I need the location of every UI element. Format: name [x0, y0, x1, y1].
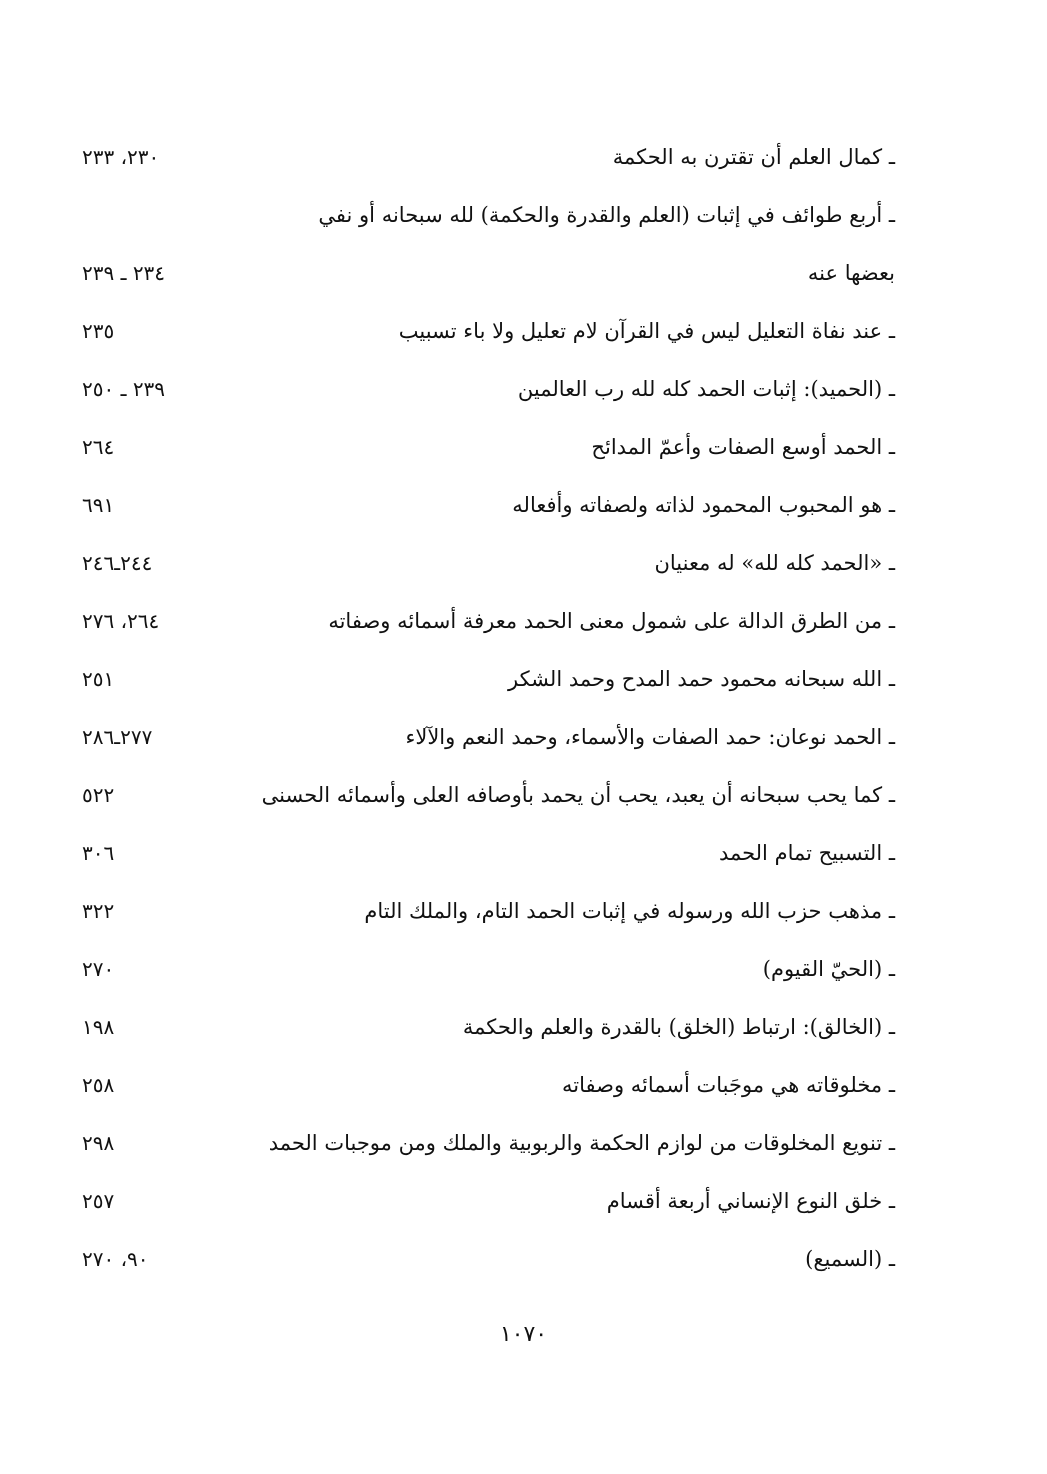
- index-entry: [60, 244, 895, 302]
- entry-pages: ٢٣٠، ٢٣٣: [82, 145, 160, 169]
- index-entry: [60, 186, 895, 244]
- entry-pages: ٢٥٧: [82, 1189, 115, 1213]
- entry-pages: ١٩٨: [82, 1015, 115, 1039]
- entry-pages: ٣٠٦: [82, 841, 115, 865]
- entry-pages: ٢٩٨: [82, 1131, 115, 1155]
- entry-pages: ٢٣٤ ـ ٢٣٩: [82, 261, 166, 285]
- entry-text: ـ الله سبحانه محمود حمد المدح وحمد الشكر: [508, 667, 895, 691]
- entry-text: ـ هو المحبوب المحمود لذاته ولصفاته وأفعاله: [512, 493, 895, 517]
- index-entry: [60, 128, 895, 186]
- entry-pages: ٢٧٧ـ٢٨٦: [82, 725, 153, 749]
- entry-pages: ٢٣٥: [82, 319, 115, 343]
- index-entry: [60, 476, 895, 534]
- index-entry: [60, 1230, 895, 1288]
- entry-text: ـ الحمد نوعان: حمد الصفات والأسماء، وحمد النعم والآلاء: [405, 725, 895, 749]
- entry-text: ـ «الحمد كله لله» له معنيان: [654, 551, 895, 575]
- index-entry: [60, 418, 895, 476]
- entry-text: ـ (الخالق): ارتباط (الخلق) بالقدرة والعلم والحكمة: [462, 1015, 895, 1039]
- index-entry: [60, 1056, 895, 1114]
- index-entry: [60, 302, 895, 360]
- index-entry: [60, 940, 895, 998]
- entry-pages: ٢٣٩ ـ ٢٥٠: [82, 377, 166, 401]
- index-entry: [60, 882, 895, 940]
- entry-pages: ٢٦٤، ٢٧٦: [82, 609, 160, 633]
- entry-text: ـ (السميع): [805, 1247, 895, 1271]
- index-entry: [60, 1172, 895, 1230]
- entry-pages: ٢٧٠: [82, 957, 115, 981]
- page-number: ١٠٧٠: [499, 1322, 548, 1347]
- entry-pages: ٢٤٤ـ٢٤٦: [82, 551, 153, 575]
- entry-text: ـ التسبيح تمام الحمد: [718, 841, 895, 865]
- entry-text: ـ كمال العلم أن تقترن به الحكمة: [612, 145, 895, 169]
- entry-text: ـ من الطرق الدالة على شمول معنى الحمد معرفة أسمائه وصفاته: [328, 609, 895, 633]
- index-entry: [60, 592, 895, 650]
- index-list: [60, 128, 895, 1288]
- entry-text: ـ عند نفاة التعليل ليس في القرآن لام تعليل ولا باء تسبيب: [398, 319, 895, 343]
- entry-pages: ٣٢٢: [82, 899, 115, 923]
- index-entry: [60, 766, 895, 824]
- index-entry: [60, 708, 895, 766]
- index-entry: [60, 1114, 895, 1172]
- entry-pages: ٢٦٤: [82, 435, 115, 459]
- entry-text: ـ كما يحب سبحانه أن يعبد، يحب أن يحمد بأوصافه العلى وأسمائه الحسنى: [261, 783, 895, 807]
- entry-text: ـ مذهب حزب الله ورسوله في إثبات الحمد التام، والملك التام: [364, 899, 895, 923]
- entry-text: بعضها عنه: [807, 261, 895, 285]
- index-entry: [60, 998, 895, 1056]
- entry-text: ـ (الحميد): إثبات الحمد كله لله رب العالمين: [517, 377, 895, 401]
- entry-pages: ٦٩١: [82, 493, 115, 517]
- entry-text: ـ الحمد أوسع الصفات وأعمّ المدائح: [591, 435, 895, 459]
- entry-pages: ٢٥٨: [82, 1073, 115, 1097]
- index-entry: [60, 824, 895, 882]
- index-entry: [60, 360, 895, 418]
- entry-text: ـ (الحيّ القيوم): [762, 957, 895, 981]
- entry-pages: ٩٠، ٢٧٠: [82, 1247, 149, 1271]
- entry-text: ـ تنويع المخلوقات من لوازم الحكمة والربوبية والملك ومن موجبات الحمد: [268, 1131, 895, 1155]
- index-entry: [60, 534, 895, 592]
- entry-text: ـ أربع طوائف في إثبات (العلم والقدرة والحكمة) لله سبحانه أو نفي: [318, 203, 895, 227]
- entry-text: ـ خلق النوع الإنساني أربعة أقسام: [606, 1189, 895, 1213]
- entry-pages: ٢٥١: [82, 667, 115, 691]
- entry-text: ـ مخلوقاته هي موجَبات أسمائه وصفاته: [561, 1073, 895, 1097]
- entry-pages: ٥٢٢: [82, 783, 115, 807]
- index-entry: [60, 650, 895, 708]
